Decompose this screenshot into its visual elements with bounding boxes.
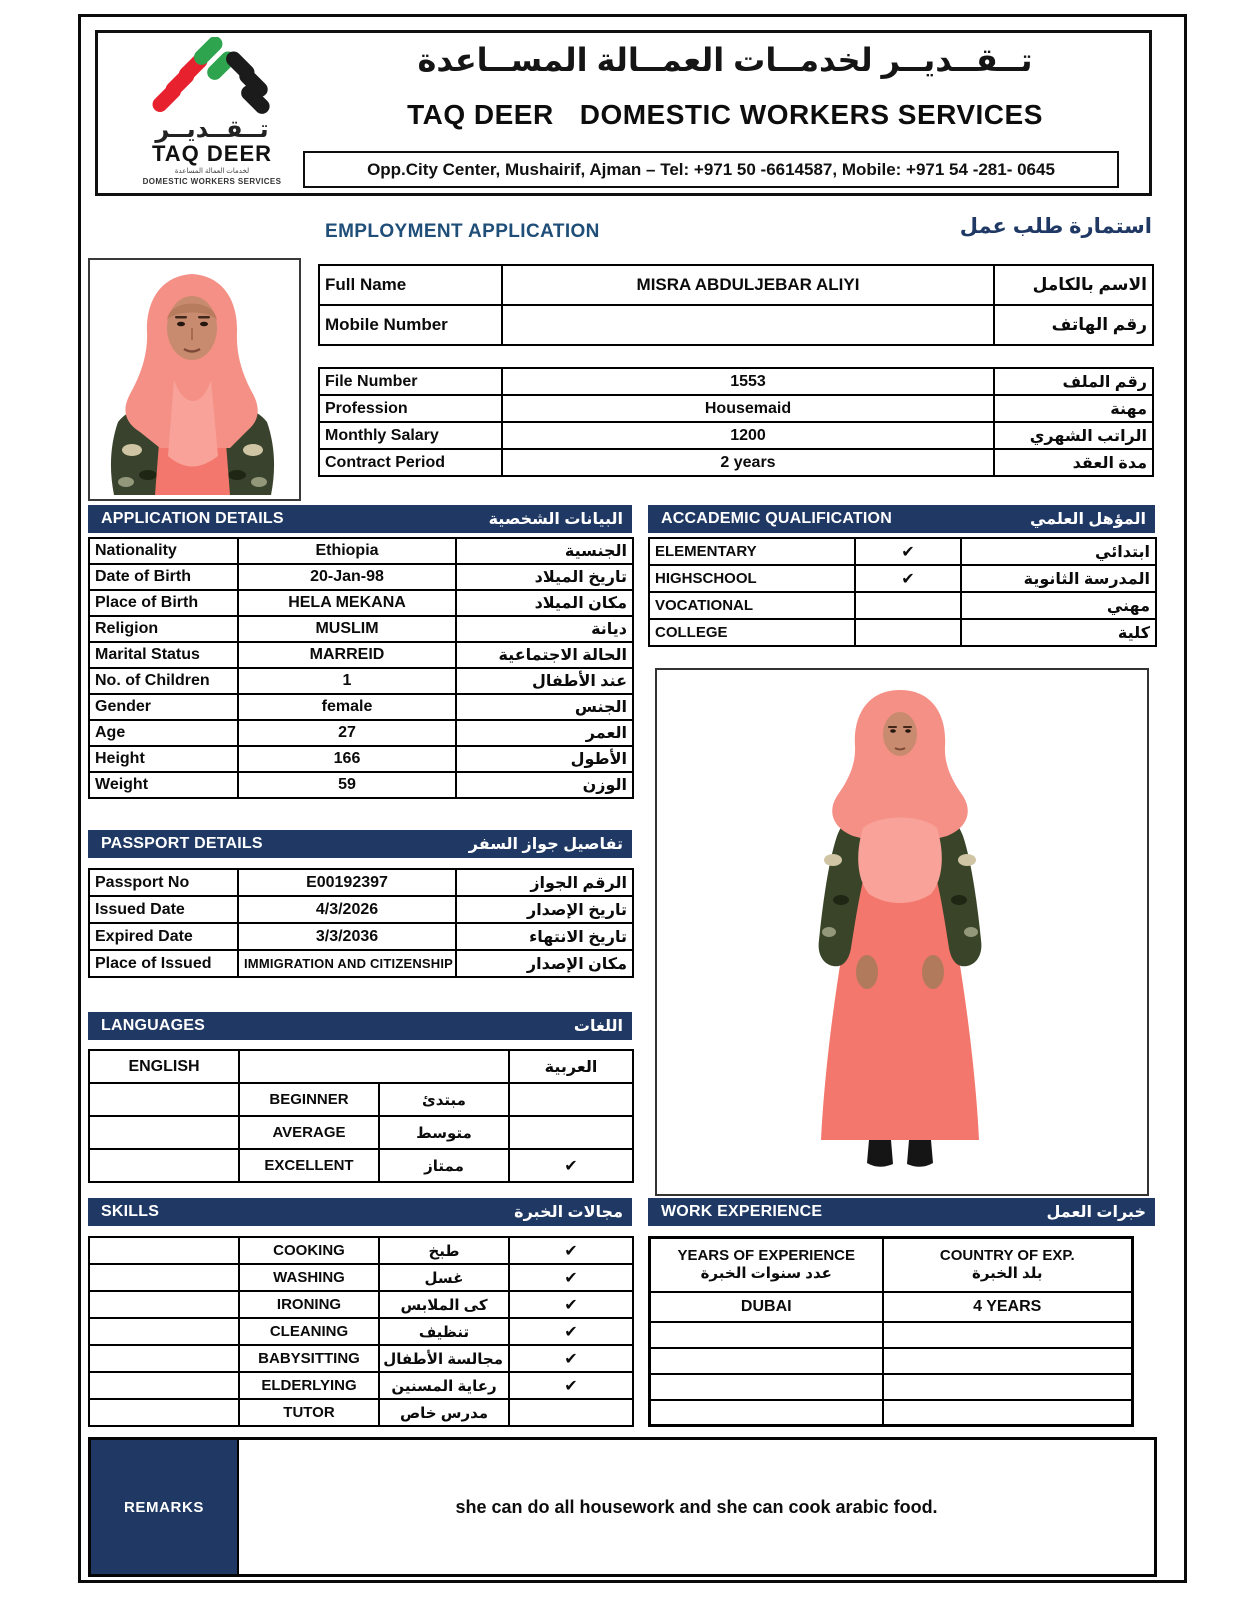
checkmark: [509, 1399, 633, 1426]
table-row: [89, 694, 633, 720]
checkmark: ✔: [509, 1237, 633, 1264]
section-title-arabic: مجالات الخبرة: [514, 1204, 623, 1221]
field-value: female: [238, 694, 456, 720]
company-title-arabic: تــقــديــر لخدمــات العمــالة المســاعدة: [417, 42, 1033, 78]
table-row: [89, 923, 633, 950]
level-label-arabic: ممتاز: [379, 1149, 509, 1182]
field-label: Weight: [89, 772, 238, 798]
experience-value: [883, 1322, 1133, 1348]
skill-label-arabic: طبخ: [379, 1237, 509, 1264]
table-row: [89, 538, 633, 564]
checkmark: ✔: [509, 1372, 633, 1399]
column-header: [650, 1238, 883, 1292]
checkmark: [855, 619, 961, 646]
qualification-label: COLLEGE: [649, 619, 855, 646]
field-label: Profession: [319, 395, 502, 422]
field-value: IMMIGRATION AND CITIZENSHIP: [238, 950, 456, 977]
empty-cell: [89, 1237, 239, 1264]
checkmark: [509, 1083, 633, 1116]
field-value: 1553: [502, 368, 994, 395]
table-row: [89, 1291, 633, 1318]
section-title-arabic: اللغات: [573, 1018, 623, 1035]
table-row: [89, 1116, 633, 1149]
header: [95, 30, 1152, 196]
field-label: Place of Birth: [89, 590, 238, 616]
checkmark: ✔: [509, 1345, 633, 1372]
experience-value: [883, 1348, 1133, 1374]
level-label-arabic: متوسط: [379, 1116, 509, 1149]
experience-value: [650, 1374, 883, 1400]
qualification-label: VOCATIONAL: [649, 592, 855, 619]
section-title-arabic: البيانات الشخصية: [488, 511, 623, 528]
skill-label: TUTOR: [239, 1399, 379, 1426]
section-passport-details: [88, 830, 632, 858]
field-label: Passport No: [89, 869, 238, 896]
skill-label: COOKING: [239, 1237, 379, 1264]
logo-deer-tracks-icon: [146, 37, 278, 117]
table-row: [89, 564, 633, 590]
field-label-arabic: الاسم بالكامل: [994, 265, 1153, 305]
field-value: 59: [238, 772, 456, 798]
field-label: Issued Date: [89, 896, 238, 923]
field-value: Housemaid: [502, 395, 994, 422]
checkmark: ✔: [509, 1264, 633, 1291]
full-body-photo: [657, 670, 1143, 1190]
field-label: Marital Status: [89, 642, 238, 668]
field-value: 1: [238, 668, 456, 694]
section-title: SKILLS: [101, 1203, 160, 1220]
experience-value: 4 YEARS: [883, 1292, 1133, 1322]
checkmark: ✔: [509, 1291, 633, 1318]
field-value: 27: [238, 720, 456, 746]
field-label-arabic: تاريخ الانتهاء: [456, 923, 633, 950]
table-row: [649, 592, 1156, 619]
table-row: [89, 1264, 633, 1291]
skill-label: IRONING: [239, 1291, 379, 1318]
remarks-section: [88, 1437, 1157, 1577]
form-title-arabic: استمارة طلب عمل: [959, 215, 1152, 238]
experience-value: DUBAI: [650, 1292, 883, 1322]
skill-label: BABYSITTING: [239, 1345, 379, 1372]
table-row: [319, 368, 1153, 395]
logo-tagline: DOMESTIC WORKERS SERVICES: [142, 176, 282, 186]
empty-cell: [89, 1291, 239, 1318]
field-value: 20-Jan-98: [238, 564, 456, 590]
level-label: EXCELLENT: [239, 1149, 379, 1182]
field-value: Ethiopia: [238, 538, 456, 564]
table-row: [319, 449, 1153, 476]
section-academic-qualification: [648, 505, 1155, 533]
checkmark: [509, 1116, 633, 1149]
company-subtitle: DOMESTIC WORKERS SERVICES: [579, 99, 1043, 130]
section-title-arabic: تفاصيل جواز السفر: [468, 836, 623, 853]
field-value: E00192397: [238, 869, 456, 896]
name-table: [318, 264, 1154, 346]
logo-name: TAQ DEER: [151, 141, 273, 166]
empty-cell: [89, 1083, 239, 1116]
field-label-arabic: الأطول: [456, 746, 633, 772]
section-title: APPLICATION DETAILS: [101, 510, 284, 527]
address-bar: Opp.City Center, Mushairif, Ajman – Tel: +971 50 -6614587, Mobile: +971 54 -281- 0645: [303, 151, 1119, 188]
logo: [114, 37, 310, 187]
field-label: Gender: [89, 694, 238, 720]
field-label-arabic: الحالة الاجتماعية: [456, 642, 633, 668]
passport-table: [88, 868, 634, 978]
field-value: HELA MEKANA: [238, 590, 456, 616]
field-value: [502, 305, 994, 345]
full-body-photo-frame: [655, 668, 1149, 1196]
checkmark: ✔: [509, 1318, 633, 1345]
skill-label-arabic: كى الملابس: [379, 1291, 509, 1318]
form-title-english: EMPLOYMENT APPLICATION: [325, 221, 600, 242]
table-row: [89, 896, 633, 923]
skill-label-arabic: مدرس خاص: [379, 1399, 509, 1426]
qualification-label-arabic: كلية: [961, 619, 1156, 646]
empty-cell: [89, 1264, 239, 1291]
field-label-arabic: ديانة: [456, 616, 633, 642]
column-header: [883, 1238, 1133, 1292]
level-label: AVERAGE: [239, 1116, 379, 1149]
table-row: [89, 590, 633, 616]
table-row: [89, 746, 633, 772]
field-label-arabic: تاريخ الميلاد: [456, 564, 633, 590]
table-row: [89, 869, 633, 896]
field-label-arabic: الوزن: [456, 772, 633, 798]
table-row: [89, 772, 633, 798]
empty-cell: [89, 1345, 239, 1372]
checkmark: ✔: [855, 565, 961, 592]
table-row: [650, 1348, 1133, 1374]
skill-label-arabic: غسل: [379, 1264, 509, 1291]
column-header-english: COUNTRY OF EXP.: [939, 1247, 1075, 1265]
checkmark: ✔: [855, 538, 961, 565]
remarks-label: REMARKS: [91, 1440, 239, 1574]
empty-cell: [89, 1149, 239, 1182]
field-label: Monthly Salary: [319, 422, 502, 449]
qualification-label: ELEMENTARY: [649, 538, 855, 565]
skill-label-arabic: مجالسة الأطفال: [379, 1345, 509, 1372]
experience-value: [883, 1400, 1133, 1426]
skill-label-arabic: رعاية المسنين: [379, 1372, 509, 1399]
section-title-arabic: خبرات العمل: [1046, 1204, 1146, 1221]
qualification-label-arabic: مهني: [961, 592, 1156, 619]
logo-arabic-name: تــقــديــر: [155, 116, 269, 143]
experience-value: [650, 1400, 883, 1426]
table-row: [89, 1083, 633, 1116]
level-label: BEGINNER: [239, 1083, 379, 1116]
field-label-arabic: الراتب الشهري: [994, 422, 1153, 449]
section-skills: [88, 1198, 632, 1226]
experience-value: [650, 1348, 883, 1374]
language-column-header-arabic: العربية: [509, 1050, 633, 1083]
empty-cell: [89, 1318, 239, 1345]
empty-cell: [89, 1399, 239, 1426]
section-languages: [88, 1012, 632, 1040]
field-label-arabic: العمر: [456, 720, 633, 746]
field-label: Nationality: [89, 538, 238, 564]
table-row: [319, 305, 1153, 345]
table-row: [89, 668, 633, 694]
table-row: [89, 1345, 633, 1372]
company-name: TAQ DEER: [407, 99, 554, 130]
field-label-arabic: مدة العقد: [994, 449, 1153, 476]
table-row: [89, 1050, 633, 1083]
field-value: 4/3/2026: [238, 896, 456, 923]
table-row: [650, 1322, 1133, 1348]
field-label: Religion: [89, 616, 238, 642]
table-row: [89, 720, 633, 746]
field-value: 1200: [502, 422, 994, 449]
field-label: Height: [89, 746, 238, 772]
column-header-arabic: بلد الخبرة: [972, 1265, 1043, 1283]
section-application-details: [88, 505, 632, 533]
field-label-arabic: مكان الإصدار: [456, 950, 633, 977]
skill-label: ELDERLYING: [239, 1372, 379, 1399]
table-row: [650, 1400, 1133, 1426]
empty-cell: [89, 1372, 239, 1399]
empty-cell: [89, 1116, 239, 1149]
table-row: [89, 1372, 633, 1399]
skill-label: WASHING: [239, 1264, 379, 1291]
field-label-arabic: رقم الملف: [994, 368, 1153, 395]
table-row: [319, 265, 1153, 305]
column-header-english: YEARS OF EXPERIENCE: [677, 1247, 856, 1265]
section-title-arabic: المؤهل العلمي: [1029, 511, 1146, 528]
table-row: [650, 1374, 1133, 1400]
application-details-table: [88, 537, 634, 799]
table-row: [650, 1292, 1133, 1322]
empty-cell: [239, 1050, 509, 1083]
checkmark: [855, 592, 961, 619]
field-label-arabic: تاريخ الإصدار: [456, 896, 633, 923]
logo-arabic-tagline: لخدمات العمالة المساعدة: [174, 168, 250, 176]
table-row: [649, 619, 1156, 646]
company-title-english: [310, 99, 1140, 131]
experience-value: [883, 1374, 1133, 1400]
skills-table: [88, 1236, 634, 1427]
field-label: Contract Period: [319, 449, 502, 476]
portrait-photo: [90, 260, 295, 495]
table-row: [89, 1399, 633, 1426]
table-header-row: [650, 1238, 1133, 1292]
field-label: Age: [89, 720, 238, 746]
section-title: WORK EXPERIENCE: [661, 1203, 823, 1220]
table-row: [319, 395, 1153, 422]
qualification-label-arabic: ابتدائي: [961, 538, 1156, 565]
table-row: [319, 422, 1153, 449]
field-value: 2 years: [502, 449, 994, 476]
field-value: MISRA ABDULJEBAR ALIYI: [502, 265, 994, 305]
field-label-arabic: الجنسية: [456, 538, 633, 564]
column-header-arabic: عدد سنوات الخبرة: [700, 1265, 832, 1283]
field-label-arabic: الرقم الجواز: [456, 869, 633, 896]
level-label-arabic: مبتدئ: [379, 1083, 509, 1116]
skill-label-arabic: تنظيف: [379, 1318, 509, 1345]
academic-table: [648, 537, 1157, 647]
qualification-label: HIGHSCHOOL: [649, 565, 855, 592]
field-label-arabic: الجنس: [456, 694, 633, 720]
portrait-photo-frame: [88, 258, 301, 501]
field-value: MARREID: [238, 642, 456, 668]
field-label-arabic: مهنة: [994, 395, 1153, 422]
table-row: [89, 1237, 633, 1264]
table-row: [89, 1149, 633, 1182]
table-row: [89, 642, 633, 668]
qualification-label-arabic: المدرسة الثانوية: [961, 565, 1156, 592]
field-value: MUSLIM: [238, 616, 456, 642]
field-label: Mobile Number: [319, 305, 502, 345]
table-row: [89, 1318, 633, 1345]
field-label: Full Name: [319, 265, 502, 305]
language-column-header: ENGLISH: [89, 1050, 239, 1083]
field-label: File Number: [319, 368, 502, 395]
field-value: 3/3/2036: [238, 923, 456, 950]
section-title: LANGUAGES: [101, 1017, 206, 1034]
work-experience-table: [648, 1236, 1134, 1427]
field-label: Date of Birth: [89, 564, 238, 590]
field-label-arabic: مكان الميلاد: [456, 590, 633, 616]
field-label: Place of Issued: [89, 950, 238, 977]
table-row: [89, 616, 633, 642]
field-value: 166: [238, 746, 456, 772]
file-table: [318, 367, 1154, 477]
table-row: [649, 538, 1156, 565]
checkmark: ✔: [509, 1149, 633, 1182]
experience-value: [650, 1322, 883, 1348]
table-row: [89, 950, 633, 977]
section-work-experience: [648, 1198, 1155, 1226]
section-title: ACCADEMIC QUALIFICATION: [661, 510, 892, 527]
field-label-arabic: رقم الهاتف: [994, 305, 1153, 345]
field-label: No. of Children: [89, 668, 238, 694]
section-title: PASSPORT DETAILS: [101, 835, 263, 852]
field-label: Expired Date: [89, 923, 238, 950]
languages-table: [88, 1049, 634, 1183]
skill-label: CLEANING: [239, 1318, 379, 1345]
table-row: [649, 565, 1156, 592]
remarks-text: she can do all housework and she can cook arabic food.: [455, 1496, 938, 1517]
field-label-arabic: عند الأطفال: [456, 668, 633, 694]
